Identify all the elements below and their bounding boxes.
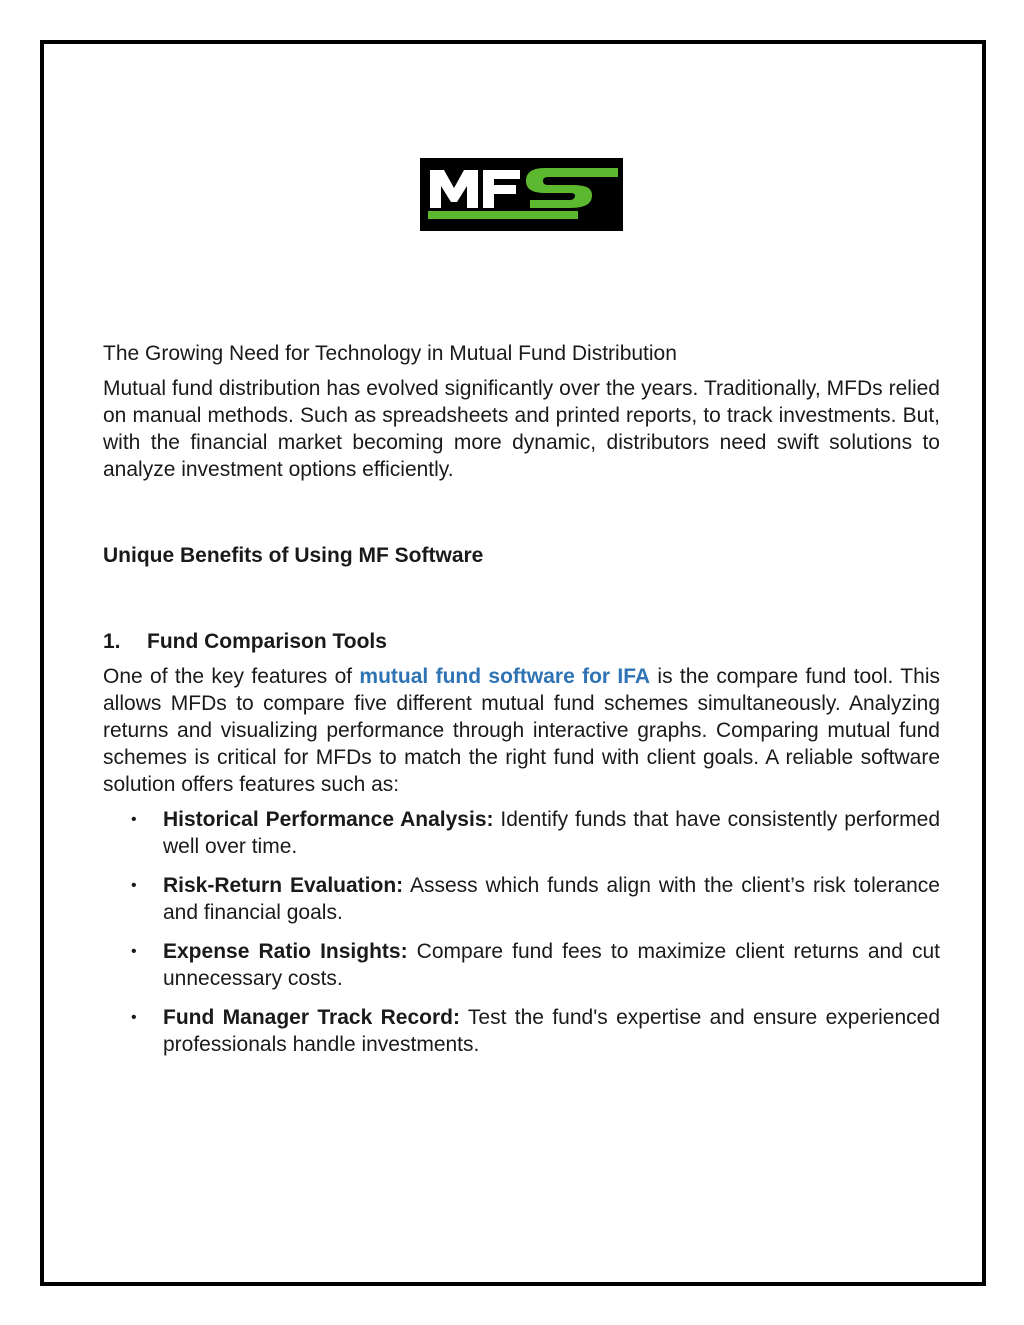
list-item-label: Expense Ratio Insights: xyxy=(163,940,408,963)
list-item-label: Historical Performance Analysis: xyxy=(163,808,494,831)
sub-heading-number: 1. xyxy=(103,630,121,653)
bullet-dot: • xyxy=(131,943,137,960)
list-item-label: Fund Manager Track Record: xyxy=(163,1006,460,1029)
list-item xyxy=(103,806,940,860)
feature-text-before: One of the key features of xyxy=(103,665,353,688)
feature-paragraph xyxy=(103,663,940,798)
list-item xyxy=(103,1004,940,1058)
list-item xyxy=(103,872,940,926)
feature-list xyxy=(103,806,940,1058)
mfs-logo xyxy=(420,158,623,231)
list-item-label: Risk-Return Evaluation: xyxy=(163,874,404,897)
bullet-dot: • xyxy=(131,811,137,828)
document-body xyxy=(103,340,940,1070)
intro-paragraph: Mutual fund distribution has evolved significantly over the years. Traditionally, MFDs relied on manual methods. Such as spreadsheets and printed reports, to track investments. But, with the financial market becoming more dynamic, distributors need swift solutions to analyze investment options efficiently. xyxy=(103,377,940,481)
list-item-text: Identify funds that have consistently performed well over time. xyxy=(163,808,940,858)
sub-heading-text: Fund Comparison Tools xyxy=(147,630,387,653)
bullet-dot: • xyxy=(131,1009,137,1026)
bullet-dot: • xyxy=(131,877,137,894)
feature-text-after: is the compare fund tool. This allows MFDs to compare five different mutual fund schemes simultaneously. Analyzing returns and visualizing performance through interactive graphs. Comparing mutual fund schemes is critical for MFDs to match the right fund with client goals. A reliable software solution offers features such as: xyxy=(103,665,940,796)
list-item-text: Test the fund's expertise and ensure experienced professionals handle investments. xyxy=(163,1006,940,1056)
document-title: The Growing Need for Technology in Mutual Fund Distribution xyxy=(103,342,677,365)
section-heading: Unique Benefits of Using MF Software xyxy=(103,544,484,567)
list-item xyxy=(103,938,940,992)
sub-heading xyxy=(103,628,940,655)
mutual-fund-software-link[interactable]: mutual fund software for IFA xyxy=(352,665,651,688)
list-item-text: Assess which funds align with the client’s risk tolerance and financial goals. xyxy=(163,874,940,924)
list-item-text: Compare fund fees to maximize client returns and cut unnecessary costs. xyxy=(163,940,940,990)
